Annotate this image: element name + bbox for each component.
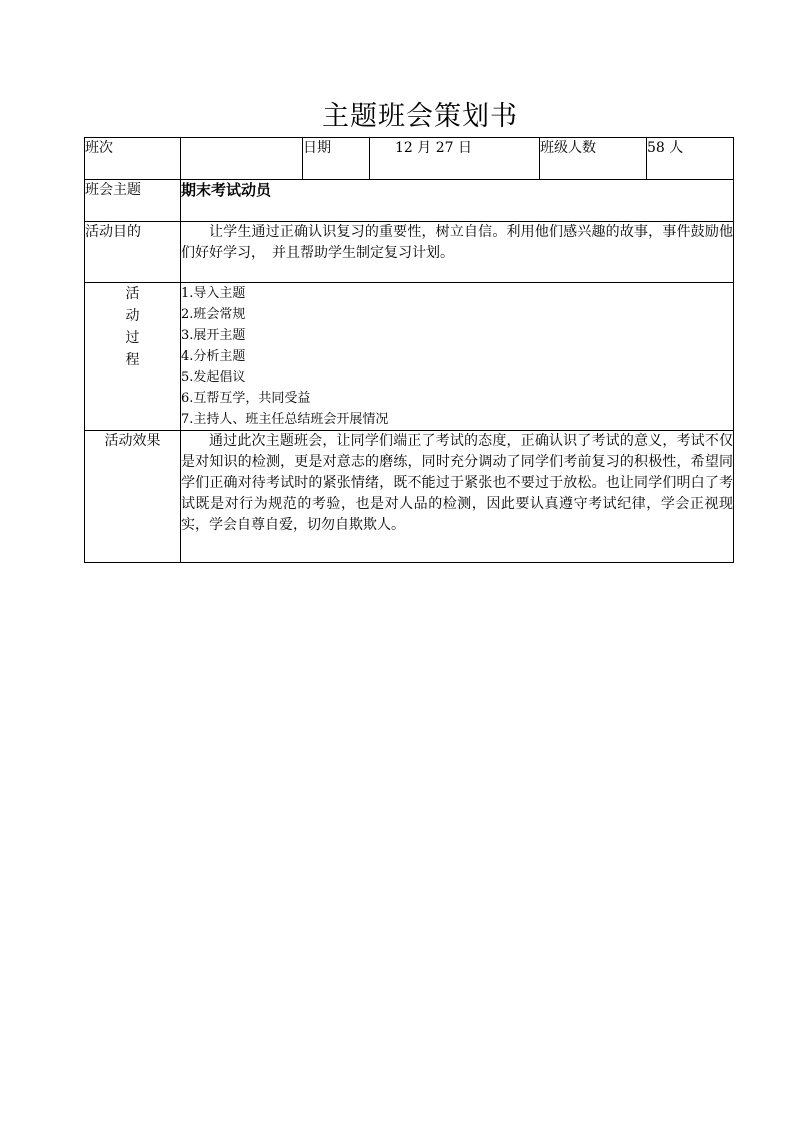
effect-row [85, 431, 734, 563]
date-value: 12 月 27 日 [370, 138, 540, 180]
list-item: 3.展开主题 [181, 328, 246, 343]
list-item: 7.主持人、班主任总结班会开展情况 [181, 412, 389, 427]
date-label: 日期 [303, 138, 370, 180]
process-label-char: 动 [125, 308, 140, 324]
theme-value: 期末考试动员 [181, 180, 734, 222]
plan-table [84, 137, 734, 563]
process-row [85, 283, 734, 431]
theme-label: 班会主题 [85, 180, 181, 222]
header-row [85, 138, 734, 180]
theme-row [85, 180, 734, 222]
class-size-value: 58 人 [647, 138, 734, 180]
document-title: 主题班会策划书 [322, 101, 518, 132]
purpose-text: 让学生通过正确认识复习的重要性，树立自信。利用他们感兴趣的故事，事件鼓励他们好好学习， 并且帮助学生制定复习计划。 [181, 222, 734, 283]
list-item: 4.分析主题 [181, 349, 246, 364]
class-size-label: 班级人数 [540, 138, 647, 180]
process-steps [181, 283, 734, 431]
list-item: 5.发起倡议 [181, 370, 246, 385]
class-label: 班次 [85, 138, 181, 180]
process-label-char: 活 [125, 286, 140, 302]
class-value [181, 138, 303, 180]
process-label-char: 程 [125, 352, 140, 368]
list-item: 1.导入主题 [181, 286, 246, 301]
purpose-label: 活动目的 [85, 222, 181, 283]
effect-label: 活动效果 [85, 431, 181, 563]
purpose-row [85, 222, 734, 283]
process-label-char: 过 [125, 330, 140, 346]
effect-text: 通过此次主题班会，让同学们端正了考试的态度，正确认识了考试的意义，考试不仅是对知识的检测，更是对意志的磨练，同时充分调动了同学们考前复习的积极性，希望同学们正确对待考试时的紧张情绪，既不能过于紧张也不要过于放松。也让同学们明白了考试既是对行为规范的考验，也是对人品的检测，因此要认真遵守考试纪律，学会正视现实，学会自尊自爱，切勿自欺欺人。 [181, 431, 734, 563]
list-item: 2.班会常规 [181, 307, 246, 322]
process-label [85, 283, 181, 431]
list-item: 6.互帮互学，共同受益 [181, 391, 311, 406]
